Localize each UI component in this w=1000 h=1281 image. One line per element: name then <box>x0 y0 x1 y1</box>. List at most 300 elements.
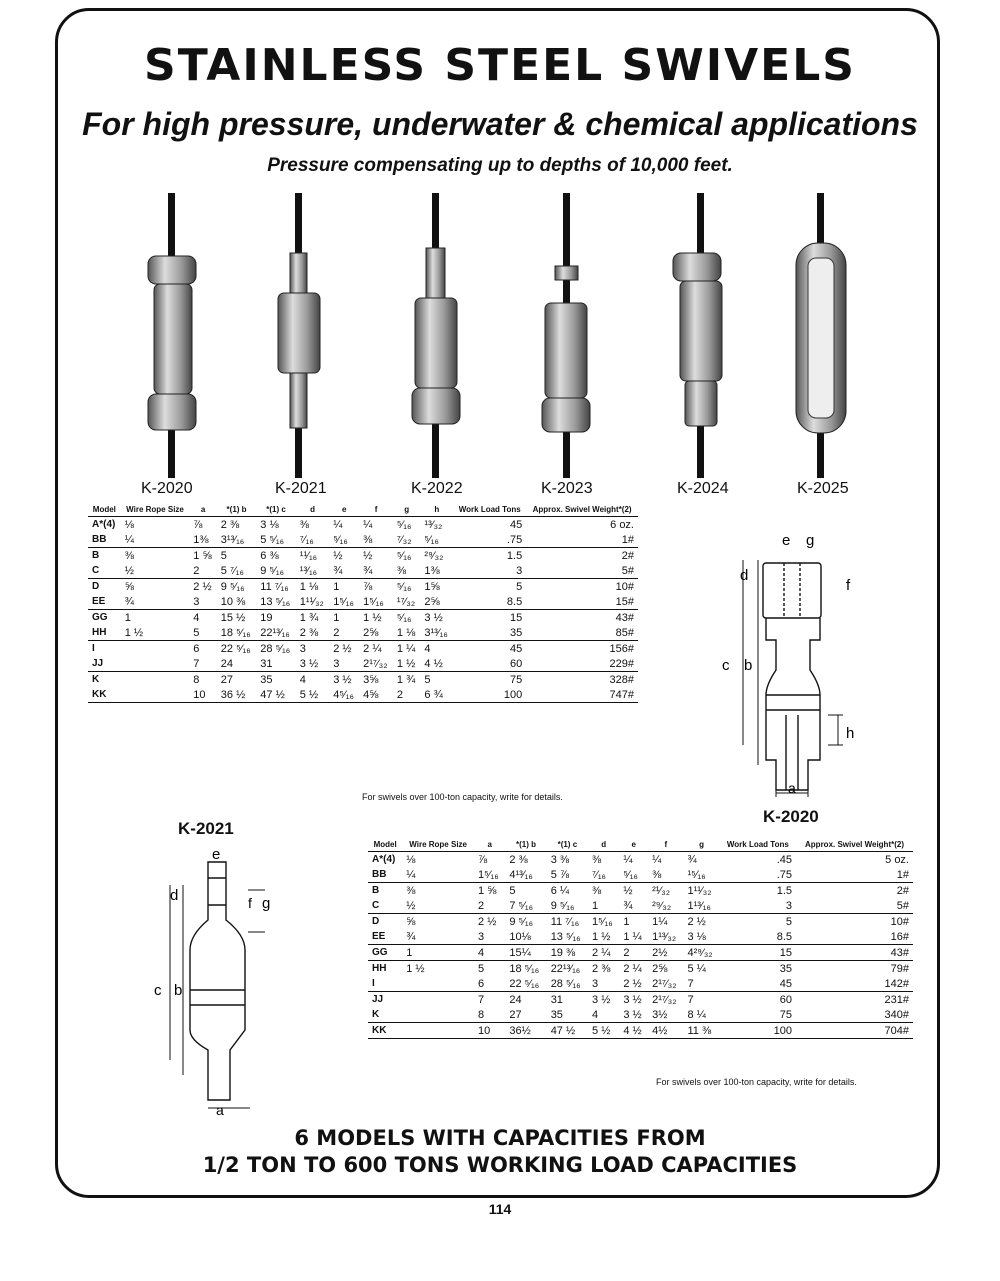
table-cell: 231# <box>884 993 909 1006</box>
dim-e: e <box>782 535 791 549</box>
table-cell: 18 ⁵⁄₁₆ <box>217 625 257 641</box>
footer-capacities <box>0 1125 1000 1179</box>
model-label-k2023: K-2023 <box>541 480 593 497</box>
table-cell: 27 <box>220 673 234 686</box>
table-cell: 1 <box>588 898 619 914</box>
table-cell: 5 ¼ <box>687 962 706 975</box>
table-cell: 1.5 <box>776 884 793 897</box>
dim-g: g <box>806 535 815 549</box>
table-row <box>88 610 638 626</box>
table-cell: 3⅝ <box>363 673 379 686</box>
table-cell: 6 <box>474 976 505 992</box>
column-header: h <box>420 505 453 517</box>
table-cell: 35 <box>453 625 526 641</box>
table-cell: 3¹³⁄₁₆ <box>217 532 257 548</box>
table-row <box>368 914 913 930</box>
table-row <box>368 852 913 868</box>
table-cell: 10 ⅜ <box>217 594 257 610</box>
table-cell: 15 ½ <box>220 611 246 624</box>
table-cell: 60 <box>779 993 793 1006</box>
table-cell: 2 ½ <box>687 915 706 928</box>
table-cell: ½ <box>623 884 633 897</box>
table-row <box>88 548 638 564</box>
table-cell: 5 <box>509 884 516 897</box>
table1-note: For swivels over 100-ton capacity, write for details. <box>362 792 563 802</box>
table-cell: ⅜ <box>592 884 602 897</box>
table-cell: 1⁵⁄₁₆ <box>359 594 393 610</box>
table-cell: ⁵⁄₁₆ <box>396 611 412 624</box>
table-cell: 2½ <box>648 945 683 961</box>
table-cell: 8 <box>193 673 200 686</box>
model-cell: D <box>92 581 100 592</box>
table-cell: 6 ¼ <box>550 884 570 897</box>
column-header: Wire Rope Size <box>402 840 474 852</box>
dim-h: h <box>846 725 855 742</box>
table-cell: 100 <box>453 687 526 703</box>
table-cell: .45 <box>776 853 793 866</box>
column-header: Approx. Swivel Weight*(2) <box>796 840 913 852</box>
swivel-photo-k2020 <box>148 193 196 478</box>
table-cell <box>402 976 474 992</box>
table-cell: ⅜ <box>124 549 134 562</box>
table-cell: 10 <box>189 687 217 703</box>
table-cell: 1⁵⁄₁₆ <box>474 867 505 883</box>
table-cell: ⅞ <box>478 853 488 866</box>
table-cell: 45 <box>509 642 523 655</box>
table-cell: 16# <box>796 929 913 945</box>
table-cell: 1 ¼ <box>619 929 648 945</box>
table-cell: 704# <box>796 1023 913 1039</box>
table-cell: 2 ¼ <box>363 642 382 655</box>
model-cell: EE <box>88 594 121 610</box>
table-cell: 15 <box>509 611 523 624</box>
table-cell: 2 ¼ <box>623 962 642 975</box>
table-cell: 3 <box>720 898 796 914</box>
table-cell: 1 ⅝ <box>193 549 212 562</box>
model-cell: I <box>92 643 95 654</box>
table-cell: ¼ <box>121 532 190 548</box>
table-cell: 3 ½ <box>619 1007 648 1023</box>
table-cell: .75 <box>453 532 526 548</box>
table-cell: 4 <box>474 945 505 961</box>
spec-table-k2020-series <box>88 505 638 703</box>
table-cell: 11 ⅜ <box>683 1023 719 1039</box>
table-row <box>88 672 638 688</box>
table-cell: 3 <box>299 642 306 655</box>
table-cell: 27 <box>505 1007 546 1023</box>
table-cell: 13 ⁵⁄₁₆ <box>547 929 588 945</box>
page-number: 114 <box>488 1201 512 1217</box>
table-cell: 8.5 <box>453 594 526 610</box>
table-cell: 3 <box>474 929 505 945</box>
table-cell: 36½ <box>505 1023 546 1039</box>
table-cell: 6 <box>193 642 200 655</box>
column-header: d <box>588 840 619 852</box>
swivel-photo-k2022 <box>412 193 460 478</box>
dim-f: f <box>846 577 851 594</box>
table-cell: 5 <box>424 673 431 686</box>
table-cell: 3 <box>588 976 619 992</box>
table-cell: 2 ⅜ <box>509 853 528 866</box>
table-cell: 1 ⅝ <box>478 884 497 897</box>
table-cell: 24 <box>509 993 522 1006</box>
model-cell: BB <box>368 867 402 883</box>
table-cell: ⅜ <box>406 884 416 897</box>
table-cell: 1 ½ <box>363 611 382 624</box>
dim-b: b <box>744 657 753 674</box>
table-cell: 8 <box>474 1007 505 1023</box>
table-row <box>88 594 638 610</box>
table-cell: ¹³⁄₃₂ <box>424 518 443 531</box>
table-cell: ¾ <box>687 853 697 866</box>
table-cell: ⁵⁄₁₆ <box>420 532 453 548</box>
table-cell: ⅜ <box>359 532 393 548</box>
dim-d: d <box>740 567 749 584</box>
table-cell: 4 <box>193 611 200 624</box>
table-cell: 2# <box>621 549 634 562</box>
table-cell: ²⁹⁄₃₂ <box>648 898 683 914</box>
table-cell: 2 ½ <box>478 915 497 928</box>
table-cell: 2 ½ <box>619 976 648 992</box>
table-cell: 1 ½ <box>406 962 425 975</box>
table-cell: ½ <box>363 549 373 562</box>
table-cell: 1⁵⁄₁₆ <box>592 915 613 928</box>
column-header: Model <box>88 505 121 517</box>
table-cell: 1 ½ <box>588 929 619 945</box>
spec-table-header <box>368 840 913 852</box>
table-row <box>88 579 638 595</box>
table-cell: 28 ⁵⁄₁₆ <box>260 642 291 655</box>
table-row <box>368 976 913 992</box>
table-cell: 1 <box>623 915 630 928</box>
table-cell: ½ <box>402 898 474 914</box>
table-cell: 47 ½ <box>547 1023 588 1039</box>
table-cell: 11 ⁷⁄₁₆ <box>260 580 289 593</box>
table-cell: 229# <box>526 656 638 672</box>
table-cell: 22 ⁵⁄₁₆ <box>505 976 546 992</box>
table-cell: 35 <box>779 962 793 975</box>
table-cell: 4 ½ <box>420 656 453 672</box>
table-cell: ⁵⁄₁₆ <box>329 532 359 548</box>
table-cell: 31 <box>550 993 563 1006</box>
table-cell: 4½ <box>648 1023 683 1039</box>
column-header: *(1) b <box>217 505 257 517</box>
table-cell: 6 ⅜ <box>260 549 279 562</box>
table-cell: 10 <box>474 1023 505 1039</box>
table-cell: 1.5 <box>506 549 523 562</box>
table-cell: 3 ½ <box>623 993 642 1006</box>
diagram-label-k2021: K-2021 <box>178 819 234 838</box>
footer-line-1: 6 MODELS WITH CAPACITIES FROM <box>294 1126 706 1150</box>
table-row <box>368 898 913 914</box>
table-cell: 4 ½ <box>619 1023 648 1039</box>
table-cell: ⅜ <box>592 853 602 866</box>
table-cell: 22¹³⁄₁₆ <box>550 962 581 975</box>
table-cell: ⅞ <box>363 580 373 593</box>
table-cell: ¼ <box>402 867 474 883</box>
table-cell: 1 <box>333 611 340 624</box>
page-subtitle: For high pressure, underwater & chemical applications <box>82 106 918 142</box>
table-cell: 1⁵⁄₁₆ <box>329 594 359 610</box>
table-cell: 2 ⅜ <box>296 625 329 641</box>
table-cell: ⁵⁄₁₆ <box>396 580 412 593</box>
dim-c: c <box>154 982 162 999</box>
table-cell: 328# <box>609 673 634 686</box>
dim-a: a <box>216 1102 224 1118</box>
model-cell: B <box>92 550 100 561</box>
table-cell: 1# <box>526 532 638 548</box>
table-cell: 142# <box>796 976 913 992</box>
table-cell: 43# <box>796 945 913 961</box>
table-cell <box>402 1007 474 1023</box>
table-cell: 24 <box>217 656 257 672</box>
table-row <box>88 532 638 548</box>
table-cell: 5 <box>785 915 793 928</box>
table-cell: 2 <box>329 625 359 641</box>
table-cell: 10⅛ <box>505 929 546 945</box>
model-cell: JJ <box>88 656 121 672</box>
table-cell: 60 <box>453 656 526 672</box>
column-header: f <box>359 505 393 517</box>
table-cell: 2 ¼ <box>588 945 619 961</box>
swivel-photo-k2025 <box>796 193 846 478</box>
table-cell: 45 <box>720 976 796 992</box>
table-row <box>88 517 638 533</box>
table-cell <box>402 992 474 1008</box>
table-cell: ¹¹⁄₁₆ <box>299 549 318 562</box>
table-cell: 18 ⁵⁄₁₆ <box>509 962 540 975</box>
table-cell: 10# <box>615 580 634 593</box>
table-cell: 1 ½ <box>121 625 190 641</box>
table-cell <box>121 687 190 703</box>
table-cell: ¼ <box>333 518 343 531</box>
table-cell: 2# <box>896 884 909 897</box>
model-label-k2021: K-2021 <box>275 480 327 497</box>
table-cell: .75 <box>720 867 796 883</box>
table-cell: ¼ <box>623 853 633 866</box>
table-cell <box>402 1023 474 1039</box>
table-cell <box>121 672 190 688</box>
table-cell: ¾ <box>619 898 648 914</box>
table-cell: 5 ½ <box>588 1023 619 1039</box>
table-cell: ⁷⁄₁₆ <box>296 532 329 548</box>
model-cell: B <box>372 885 380 896</box>
table-cell: 2⅝ <box>359 625 393 641</box>
table-cell: 28 ⁵⁄₁₆ <box>547 976 588 992</box>
table-cell: 3 ⅜ <box>550 853 570 866</box>
table-cell: ¹³⁄₁₆ <box>296 563 329 579</box>
model-label-k2020: K-2020 <box>141 480 193 497</box>
table-cell: 1 ⅛ <box>393 625 421 641</box>
table-cell: ⅜ <box>648 867 683 883</box>
model-label-k2022: K-2022 <box>411 480 463 497</box>
table-cell: 1 ¾ <box>396 673 416 686</box>
table-row <box>368 1007 913 1023</box>
page-title: STAINLESS STEEL SWIVELS <box>144 40 856 91</box>
model-cell: HH <box>88 625 121 641</box>
table-cell: ⁷⁄₃₂ <box>393 532 421 548</box>
swivel-photos <box>90 188 900 480</box>
table-row <box>88 656 638 672</box>
table-row <box>88 641 638 657</box>
table-cell: 4¹³⁄₁₆ <box>505 867 546 883</box>
table-cell: ¾ <box>359 563 393 579</box>
table-row <box>88 625 638 641</box>
table-cell: 3 ½ <box>333 673 352 686</box>
page-subtitle-secondary: Pressure compensating up to depths of 10,000 feet. <box>267 155 733 176</box>
table-cell: 1⅜ <box>189 532 217 548</box>
table-cell: 2⅝ <box>420 594 453 610</box>
table-cell: 5 ⁷⁄₁₆ <box>217 563 257 579</box>
table-cell: 2 ⅜ <box>220 518 240 531</box>
table-cell: 5 <box>516 580 523 593</box>
table-cell: 2 ½ <box>193 580 212 593</box>
table-cell: 3½ <box>648 1007 683 1023</box>
table-cell: 156# <box>609 642 634 655</box>
table-cell: 2 <box>189 563 217 579</box>
table-cell: 75 <box>509 673 523 686</box>
table-cell: 45 <box>509 518 523 531</box>
column-header: f <box>648 840 683 852</box>
spec-table-header <box>88 505 638 517</box>
model-cell: I <box>368 976 402 992</box>
table-cell: ½ <box>333 549 343 562</box>
table-row <box>368 929 913 945</box>
table-cell: 1 ¼ <box>396 642 416 655</box>
table-cell: 4 <box>299 673 306 686</box>
table-cell: 747# <box>526 687 638 703</box>
table-cell: ¾ <box>121 594 190 610</box>
table-cell: 1⅝ <box>424 580 440 593</box>
table-cell: 10# <box>890 915 909 928</box>
table-cell: ⅜ <box>299 518 309 531</box>
table-cell: 5 oz. <box>885 853 909 866</box>
spec-table-k2021-series <box>368 840 913 1039</box>
spec-table-body <box>368 852 913 1039</box>
table-cell <box>121 656 190 672</box>
table-cell: 4 <box>588 1007 619 1023</box>
table-cell: ⅛ <box>124 518 134 531</box>
table-cell: 35 <box>260 673 273 686</box>
table-cell: ¼ <box>363 518 373 531</box>
table-cell: 1¹¹⁄₃₂ <box>687 884 712 897</box>
table-cell: 22 ⁵⁄₁₆ <box>220 642 251 655</box>
k2020-dimension-diagram <box>718 535 868 805</box>
table-cell: ⅝ <box>406 915 416 928</box>
dim-e: e <box>212 850 221 863</box>
table-cell: 7 <box>478 993 485 1006</box>
model-cell: C <box>88 563 121 579</box>
table-cell: 3 <box>453 563 526 579</box>
column-header: g <box>683 840 719 852</box>
footer-line-2: 1/2 TON TO 600 TONS WORKING LOAD CAPACITIES <box>202 1153 798 1177</box>
table-cell: 5 ½ <box>296 687 329 703</box>
table-cell: 3 ½ <box>424 611 443 624</box>
table-cell: 7 <box>189 656 217 672</box>
swivel-photo-k2021 <box>278 193 320 478</box>
column-header: e <box>619 840 648 852</box>
table-cell: 3 ⅛ <box>260 518 279 531</box>
dim-c: c <box>722 657 730 674</box>
model-cell: BB <box>88 532 121 548</box>
table-cell <box>121 641 190 657</box>
table-cell: 1 <box>402 945 474 961</box>
table-cell: 1 ⅛ <box>299 580 319 593</box>
table-cell: 1 ½ <box>393 656 421 672</box>
table-cell: 36 ½ <box>217 687 257 703</box>
column-header: g <box>393 505 421 517</box>
table-cell: 5 ⅞ <box>547 867 588 883</box>
table-cell: 100 <box>720 1023 796 1039</box>
column-header: Model <box>368 840 402 852</box>
table-cell: 13 ⁵⁄₁₆ <box>256 594 296 610</box>
table-cell: 4⅝ <box>359 687 393 703</box>
table-cell: 8 ¼ <box>683 1007 719 1023</box>
table-cell: ½ <box>121 563 190 579</box>
swivel-photo-k2024 <box>673 193 722 478</box>
table-cell: 5# <box>526 563 638 579</box>
table-row <box>368 883 913 899</box>
table-cell: ¼ <box>652 853 662 866</box>
column-header: d <box>296 505 329 517</box>
column-header: Approx. Swivel Weight*(2) <box>526 505 638 517</box>
table-row <box>368 1023 913 1039</box>
table-cell: 1 ¾ <box>299 611 319 624</box>
model-cell: A*(4) <box>92 519 116 530</box>
table-cell: 4 <box>424 642 431 655</box>
spec-table-body <box>88 517 638 703</box>
table-cell: 6 ¾ <box>420 687 453 703</box>
table-cell: 2 <box>619 945 648 961</box>
model-cell: C <box>368 898 402 914</box>
column-header: *(1) c <box>256 505 296 517</box>
table-cell: 2 <box>474 898 505 914</box>
table-cell: ¹⁷⁄₃₂ <box>393 594 421 610</box>
table-cell: 340# <box>796 1007 913 1023</box>
table-cell: ⁷⁄₁₆ <box>588 867 619 883</box>
model-cell: GG <box>92 612 108 623</box>
table-cell: 1¹³⁄₁₆ <box>683 898 719 914</box>
column-header: Work Load Tons <box>453 505 526 517</box>
table-cell: 3 ½ <box>592 993 611 1006</box>
table-cell: ⅞ <box>193 518 203 531</box>
dim-f: f <box>248 895 252 911</box>
table-cell: 1⅜ <box>420 563 453 579</box>
table-cell: 19 <box>260 611 273 624</box>
table-cell: 22¹³⁄₁₆ <box>256 625 296 641</box>
table-cell: 2¹⁷⁄₃₂ <box>648 976 683 992</box>
model-cell: D <box>372 916 380 927</box>
table-cell: 85# <box>526 625 638 641</box>
table-cell: 8.5 <box>720 929 796 945</box>
column-header: e <box>329 505 359 517</box>
dim-g: g <box>262 895 271 912</box>
column-header: Wire Rope Size <box>121 505 190 517</box>
table-cell: 3 <box>189 594 217 610</box>
table-cell: 1¹¹⁄₃₂ <box>296 594 329 610</box>
table-cell: 2 ⅜ <box>592 962 611 975</box>
table-cell: 5 <box>220 549 227 562</box>
dim-b: b <box>174 982 183 999</box>
table-cell: 7 <box>687 993 694 1006</box>
dim-d: d <box>170 887 179 904</box>
table-cell: 75 <box>720 1007 796 1023</box>
table-row <box>368 992 913 1008</box>
table-cell: 47 ½ <box>256 687 296 703</box>
table-row <box>368 961 913 977</box>
table-cell: ⅛ <box>406 853 416 866</box>
table-cell: 79# <box>890 962 909 975</box>
